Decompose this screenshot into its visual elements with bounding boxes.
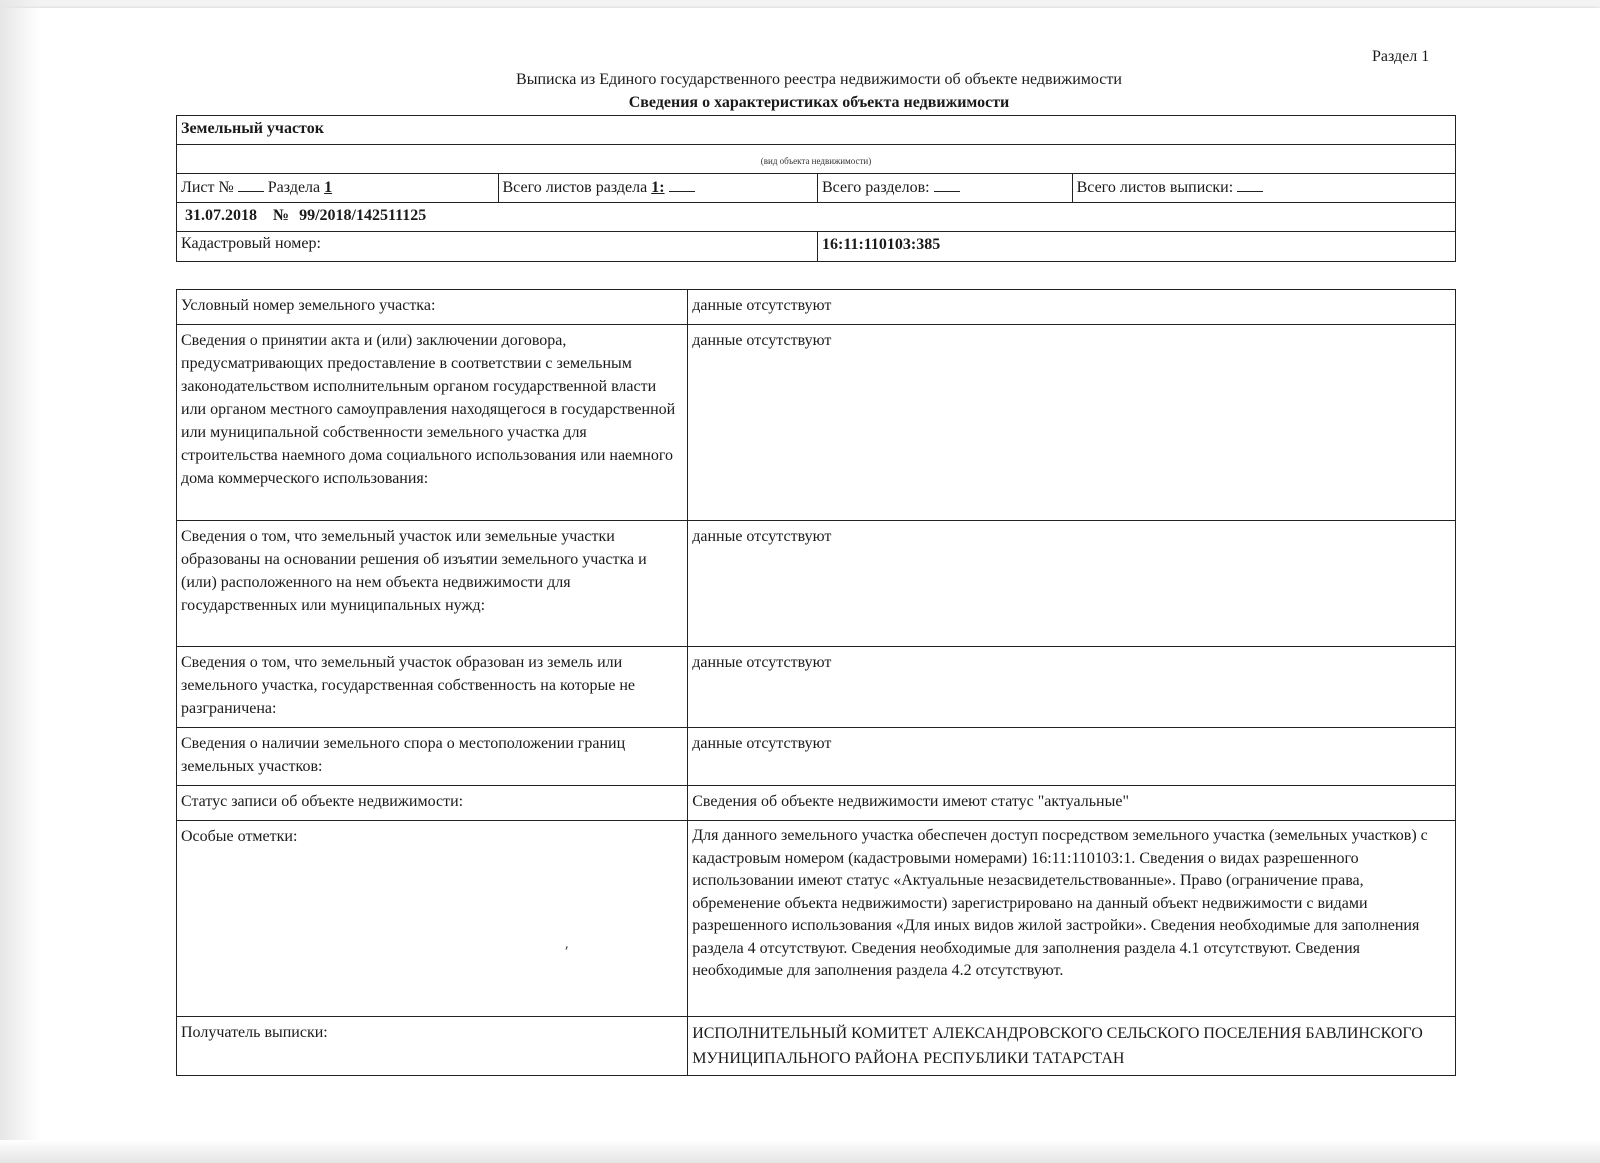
special-notes-value: Для данного земельного участка обеспечен доступ посредством земельного участка (земельных участков) с кадастровым номером (кадастровыми номерами) 16:11:110103:1. Сведения о видах разрешенного использовании имеют статус «Актуальные незасвидетельствованные». Право (ограничение права, обременение объекта недвижимости) зарегистрировано на данный объект недвижимости с видами разрешенного использования «Для иных видов жилой застройки». Сведения необходимые для заполнения раздела 4 отсутствуют. Сведения необходимые для заполнения раздела 4.1 отсутствуют. Сведения необходимые для заполнения раздела 4.2 отсутствуют. [692, 827, 1428, 979]
total-sheets-section-label: Всего листов раздела [502, 179, 648, 196]
section-number: 1 [324, 179, 333, 196]
total-sheets-extract-cell [1073, 174, 1455, 202]
cadastral-label: Кадастровый номер: [177, 232, 818, 261]
sheet-number-cell [177, 174, 499, 202]
act-contract-value: данные отсутствуют [692, 332, 832, 349]
extract-date: 31.07.2018 [185, 207, 257, 224]
object-kind: Земельный участок [181, 120, 324, 137]
land-dispute-value: данные отсутствуют [692, 735, 832, 752]
table-row [177, 290, 1455, 325]
details-table [176, 289, 1456, 1076]
special-notes-label: Особые отметки: [177, 821, 688, 1016]
object-kind-caption: (вид объекта недвижимости) [760, 156, 872, 166]
object-kind-row [177, 116, 1455, 145]
table-row [177, 647, 1455, 728]
section-part-label: Раздела [267, 179, 321, 196]
act-contract-label: Сведения о принятии акта и (или) заключении договора, предусматривающих предоставление в соответствии с земельным законодательством исполнительным органом государственной власти или органом местного самоуправления находящегося в государственной или муниципальной собственности земельного участка для строительства наемного дома социального использования или наемного дома коммерческого использования: [177, 325, 688, 520]
seizure-label: Сведения о том, что земельный участок или земельные участки образованы на основании решения об изъятии земельного участка и (или) расположенного на нем объекта недвижимости для государственных или муниципальных нужд: [177, 521, 688, 646]
scan-shadow-bottom [0, 1140, 1600, 1163]
conditional-number-value: данные отсутствуют [692, 297, 832, 314]
table-row [177, 821, 1455, 1017]
sheet-info-row [177, 174, 1455, 203]
recipient-label: Получатель выписки: [177, 1017, 688, 1075]
total-sheets-extract-blank [1237, 177, 1263, 192]
table-row [177, 325, 1455, 521]
scan-shadow-left [0, 0, 40, 1163]
total-sections-label: Всего разделов: [822, 179, 930, 196]
recipient-value: ИСПОЛНИТЕЛЬНЫЙ КОМИТЕТ АЛЕКСАНДРОВСКОГО СЕЛЬСКОГО ПОСЕЛЕНИЯ БАВЛИНСКОГО МУНИЦИПАЛЬНОГО РАЙОНА РЕСПУБЛИКИ ТАТАРСТАН [692, 1025, 1423, 1067]
cadastral-row [177, 232, 1455, 261]
extract-number: 99/2018/142511125 [299, 207, 427, 224]
table-row [177, 1017, 1455, 1075]
total-sheets-extract-label: Всего листов выписки: [1076, 179, 1234, 196]
number-sign: № [273, 207, 290, 224]
seizure-value: данные отсутствуют [692, 528, 832, 545]
table-row [177, 728, 1455, 786]
date-number-row [177, 203, 1455, 232]
conditional-number-label: Условный номер земельного участка: [177, 290, 688, 324]
document-subtitle: Сведения о характеристиках объекта недвижимости [628, 94, 1010, 111]
document-title: Выписка из Единого государственного реестра недвижимости об объекте недвижимости [516, 71, 1122, 88]
total-sections-cell [818, 174, 1073, 202]
land-dispute-label: Сведения о наличии земельного спора о местоположении границ земельных участков: [177, 728, 688, 785]
sheet-number-label: Лист № [181, 179, 234, 196]
total-sheets-section-cell [499, 174, 819, 202]
header-table [176, 115, 1456, 262]
object-kind-caption-row [177, 145, 1455, 174]
undivided-ownership-value: данные отсутствуют [692, 654, 832, 671]
date-number-cell [177, 203, 1455, 231]
total-sheets-section-value: 1 [651, 179, 660, 196]
section-label: Раздел 1 [1372, 48, 1430, 65]
record-status-value: Сведения об объекте недвижимости имеют статус "актуальные" [692, 793, 1129, 810]
cadastral-value: 16:11:110103:385 [822, 236, 941, 253]
scan-artifact-icon: ⸴ [565, 939, 569, 954]
total-sections-blank [934, 177, 960, 192]
total-sheets-section-blank [669, 177, 695, 192]
sheet-number-blank [238, 177, 264, 192]
table-row [177, 521, 1455, 647]
colon: : [659, 179, 665, 196]
record-status-label: Статус записи об объекте недвижимости: [177, 786, 688, 820]
table-row [177, 786, 1455, 821]
undivided-ownership-label: Сведения о том, что земельный участок образован из земель или земельного участка, государственная собственность на которые не разграничена: [177, 647, 688, 727]
